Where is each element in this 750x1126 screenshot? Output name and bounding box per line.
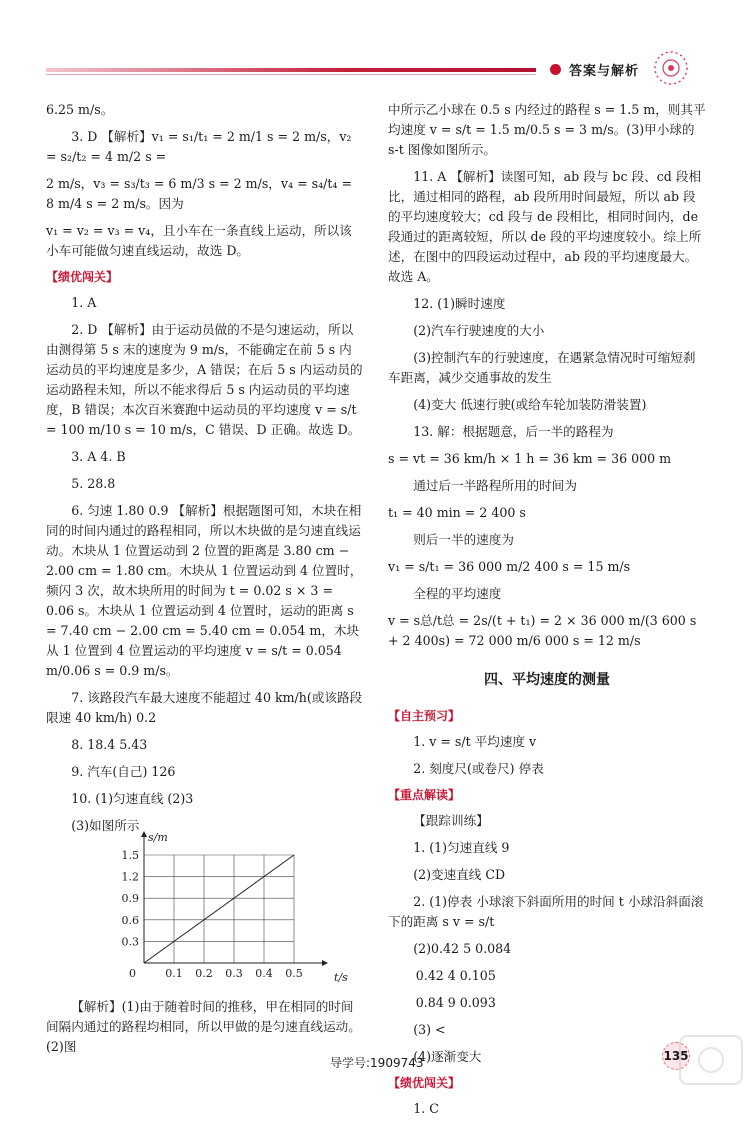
answer-13-eq3: v₁ = s/t₁ = 36 000 m/2 400 s = 15 m/s (388, 559, 631, 574)
answer-13-eq4: v = s总/t总 = 2s/(t + t₁) = 2 × 36 000 m/(3 600 s + 2 400s) = 72 000 m/6 000 s = 12 m/s (388, 613, 697, 648)
left-column (46, 100, 364, 1064)
answer-3: 3. D 【解析】v₁ = s₁/t₁ = 2 m/1 s = 2 m/s，v₂ = s₂/t₂ = 4 m/2 s = (46, 129, 352, 164)
tracking-1: 1. (1)匀速直线 9 (413, 840, 510, 855)
y-tick-label: 1.2 (121, 870, 139, 884)
tracking-2-row1: (2)0.42 5 0.084 (413, 941, 512, 956)
answer-11: 11. A 【解析】读图可知，ab 段与 bc 段、cd 段相比，通过相同的路程，ab 段所用时间最短，所以 ab 段的平均速度较大；cd 段与 de 段相比，相同时间内，de 段通过的距离较短，所以 de 段的平均速度较小。综上所述，在图中的四段运动过程中，ab 段的平均速度最大。故选 A。 (388, 169, 702, 284)
section-heading: 四、平均速度的测量 (484, 672, 610, 688)
answer-10-cont: 中所示乙小球在 0.5 s 内经过的路程 s = 1.5 m，则其平均速度 v = s/t = 1.5 m/0.5 s = 3 m/s。(3)甲小球的 s-t 图像如图所示。 (388, 102, 706, 157)
answer-line: 6.25 m/s。 (46, 102, 114, 117)
header-rule (46, 74, 536, 75)
answer-6: 6. 匀速 1.80 0.9 【解析】根据题图可知，木块在相同的时间内通过的路程相同，所以木块做的是匀速直线运动。木块从 1 位置运动到 2 位置的距离是 3.80 cm − 2.00 cm = 1.80 cm。木块从 1 位置运动到 4 位置时，频闪 3 次，故木块所用的时间为 t = 0.02 s × 3 = 0.06 s。木块从 1 位置运动到 4 位置时，运动的距离 s = 7.40 cm − 2.00 cm = 5.40 cm = 0.054 m，木块从 1 位置到 4 位置运动的平均速度 v = s/t = 0.054 m/0.06 s = 0.9 m/s。 (46, 503, 363, 678)
answer-13-eq1: s = vt = 36 km/h × 1 h = 36 km = 36 000 m (388, 451, 672, 466)
y-tick-label: 0.9 (121, 892, 139, 906)
sunburst-logo-icon (651, 48, 691, 88)
answer-10-analysis: 【解析】(1)由于随着时间的推移，甲在相同的时间间隔内通过的路程均相同，所以甲做的是匀速直线运动。(2)图 (46, 999, 361, 1054)
x-tick-label: 0.3 (225, 967, 243, 980)
excellence-1: 1. C (413, 1101, 439, 1116)
answer-13-text4: 全程的平均速度 (413, 586, 502, 601)
y-tick-label: 0.6 (121, 913, 139, 927)
answer-5: 5. 28.8 (71, 476, 116, 491)
answer-1: 1. A (71, 295, 97, 310)
x-tick-label: 0.5 (285, 967, 303, 980)
answer-7: 7. 该路段汽车最大速度不能超过 40 km/h(或该路段限速 40 km/h) 0.2 (46, 690, 363, 725)
tracking-2-row2: 0.42 4 0.105 (415, 968, 496, 983)
x-tick-label: 0.1 (165, 967, 183, 980)
answer-13-text2: 通过后一半路程所用的时间为 (413, 478, 577, 493)
answer-13-eq2: t₁ = 40 min = 2 400 s (388, 505, 526, 520)
y-tick-label: 0.3 (121, 935, 139, 949)
section-label-excellence-2: 【绩优闯关】 (388, 1076, 461, 1090)
preview-2: 2. 刻度尺(或卷尺) 停表 (413, 761, 544, 776)
y-axis-title: s/m (148, 831, 168, 844)
answer-10: 10. (1)匀速直线 (2)3 (71, 791, 194, 806)
header-band (46, 68, 536, 72)
answer-12-4: (4)变大 低速行驶(或给车轮加装防滑装置) (413, 397, 647, 412)
header-label: 答案与解析 (569, 64, 640, 79)
x-tick-label: 0.4 (255, 967, 273, 980)
tracking-2-row3: 0.84 9 0.093 (415, 995, 496, 1010)
study-code: 导学号:1909743 (330, 1056, 424, 1070)
page-number: 135 (662, 1042, 690, 1070)
answer-10-part3: (3)如图所示 (71, 818, 140, 833)
sub-label-tracking: 【跟踪训练】 (413, 813, 489, 828)
header-bullet-icon (550, 64, 561, 75)
tracking-2-3: (3) < (413, 1022, 446, 1037)
tracking-2-4: (4)逐渐变大 (413, 1049, 482, 1064)
right-column (388, 100, 706, 1126)
section-label-key-points: 【重点解读】 (388, 788, 461, 802)
tracking-2: 2. (1)停表 小球滚下斜面所用的时间 t 小球沿斜面滚下的距离 s v = s/t (388, 894, 704, 929)
x-axis-title: t/s (334, 971, 348, 984)
answer-3-4: 3. A 4. B (71, 449, 126, 464)
answer-12-3: (3)控制汽车的行驶速度，在遇紧急情况时可缩短刹车距离，减少交通事故的发生 (388, 350, 696, 385)
origin-label: 0 (129, 967, 136, 980)
y-tick-label: 1.5 (121, 849, 139, 862)
section-label-preview: 【自主预习】 (388, 709, 461, 723)
st-graph-svg (104, 831, 348, 989)
answer-3-cont2: v₁ = v₂ = v₃ = v₄，且小车在一条直线上运动，所以该小车可能做匀速直线运动，故选 D。 (46, 223, 352, 258)
answer-12-1: 12. (1)瞬时速度 (413, 296, 506, 311)
series-line (144, 855, 294, 963)
answer-13-text3: 则后一半的速度为 (413, 532, 514, 547)
answer-2: 2. D 【解析】由于运动员做的不是匀速运动，所以由测得第 5 s 末的速度为 9 m/s，不能确定在前 5 s 内运动员的平均速度是多少，A 错误；在后 5 s 内运动员的运动路程未知，所以不能求得后 5 s 内运动员的平均速度，B 错误；本次百米赛跑中运动员的平均速度 v = s/t = 100 m/10 s = 10 m/s，C 错误、D 正确。故选 D。 (46, 322, 363, 437)
st-graph (104, 831, 348, 989)
answer-13: 13. 解：根据题意，后一半的路程为 (413, 424, 614, 439)
answer-12-2: (2)汽车行驶速度的大小 (413, 323, 545, 338)
watermark-logo-icon (676, 1030, 746, 1090)
section-label-excellence: 【绩优闯关】 (46, 270, 119, 284)
answer-3-cont: 2 m/s，v₃ = s₃/t₃ = 6 m/3 s = 2 m/s，v₄ = s₄/t₄ = 8 m/4 s = 2 m/s。因为 (46, 176, 353, 211)
tracking-1-2: (2)变速直线 CD (413, 867, 506, 882)
x-tick-label: 0.2 (195, 967, 213, 980)
preview-1: 1. v = s/t 平均速度 v (413, 734, 537, 749)
x-axis-arrow-icon (322, 960, 328, 966)
answer-8: 8. 18.4 5.43 (71, 737, 148, 752)
answer-9: 9. 汽车(自己) 126 (71, 764, 176, 779)
